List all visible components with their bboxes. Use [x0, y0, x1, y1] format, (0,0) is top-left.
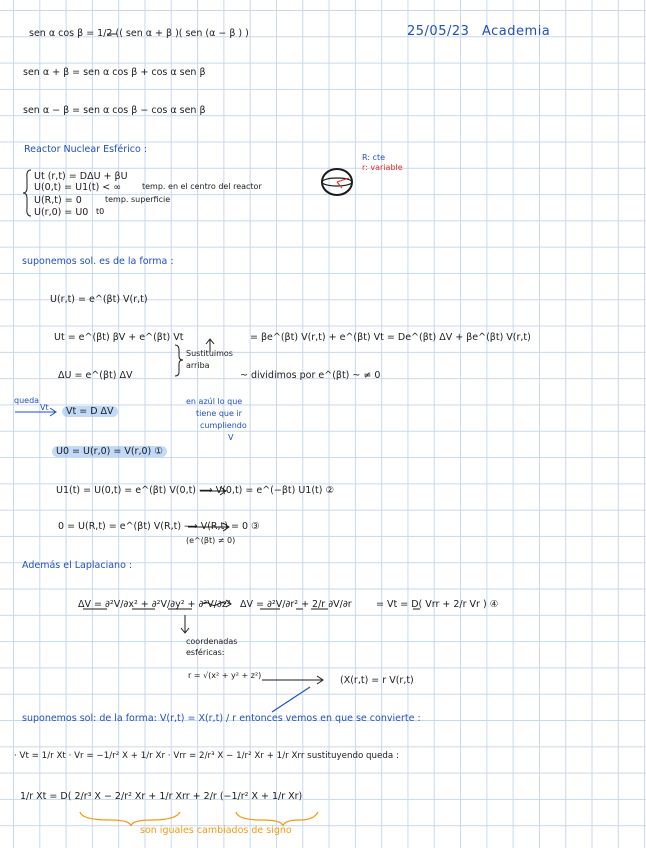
- solution-intro: suponemos sol. es de la forma :: [22, 256, 174, 267]
- key-equation: Vt = D ΔV: [62, 407, 118, 417]
- coords-note-1: coordenadas: [186, 637, 238, 646]
- identity-sum: sen α + β = sen α cos β + cos α sen β: [23, 67, 206, 78]
- laplacian-cartesian: ΔV = ∂²V/∂x² + ∂²V/∂y² + ∂²V/∂z²: [78, 599, 231, 610]
- orange-note: son iguales cambiados de signo: [140, 825, 292, 836]
- brace-note-1: Sustituimos: [186, 349, 233, 358]
- note-center-temp: temp. en el centro del reactor: [142, 182, 262, 191]
- condition-1: U0 = U(r,0) = V(r,0) ①: [52, 447, 167, 457]
- header-brand: Academia: [482, 24, 551, 39]
- condition-2: U1(t) = U(0,t) = e^(βt) V(0,t) ⟶ V(0,t) = e^(−βt) U1(t) ②: [56, 485, 335, 496]
- sphere-drawing: [322, 169, 352, 195]
- blue-note-4: V: [228, 433, 234, 442]
- solution-derivative: Ut = e^(βt) βV + e^(βt) Vt: [54, 332, 184, 343]
- coords-note-2: esféricas:: [186, 648, 225, 657]
- chi-definition: (X(r,t) = r V(r,t): [340, 675, 414, 686]
- divide-note: ~ dividimos por e^(βt) ~ ≠ 0: [240, 370, 381, 381]
- queda-label: queda: [14, 396, 40, 405]
- queda-sub: Vt: [40, 403, 49, 412]
- header-date: 25/05/23: [407, 24, 470, 39]
- note-surface-temp: temp. superficie: [105, 195, 171, 204]
- laplacian-spherical: ΔV = ∂²V/∂r² + 2/r ∂V/∂r: [240, 599, 352, 610]
- laplacian-title: Además el Laplaciano :: [22, 560, 133, 571]
- solution-rhs: = βe^(βt) V(r,t) + e^(βt) Vt = De^(βt) ΔV + βe^(βt) V(r,t): [250, 332, 531, 343]
- legend-r-var: r: variable: [362, 163, 403, 172]
- r-definition: r = √(x² + y² + z²): [188, 671, 262, 680]
- substitution-intro: suponemos sol: de la forma: V(r,t) = X(r,t) / r entonces vemos en que se convierte :: [22, 713, 421, 724]
- system-eq-3: U(R,t) = 0: [34, 195, 82, 206]
- condition-3-note: (e^(βt) ≠ 0): [186, 536, 236, 545]
- solution-form: U(r,t) = e^(βt) V(r,t): [50, 294, 148, 305]
- brace-note-2: arriba: [186, 361, 210, 370]
- laplacian-result: = Vt = D( Vrr + 2/r Vr ) ④: [376, 599, 499, 610]
- system-eq-2: U(0,t) = U1(t) < ∞: [34, 182, 122, 193]
- identity-diff: sen α − β = sen α cos β − cos α sen β: [23, 105, 206, 116]
- blue-note-1: en azúl lo que: [186, 397, 243, 406]
- blue-note-2: tiene que ir: [196, 409, 242, 418]
- blue-note-3: cumpliendo: [200, 421, 247, 430]
- solution-laplacian: ΔU = e^(βt) ΔV: [58, 370, 133, 381]
- condition-3: 0 = U(R,t) = e^(βt) V(R,t) ⟶ V(R,t) = 0 ③: [58, 521, 260, 532]
- system-eq-4: U(r,0) = U0: [34, 207, 89, 218]
- system-eq-1: Ut (r,t) = DΔU + βU: [34, 171, 128, 182]
- legend-r-cte: R: cte: [362, 153, 386, 162]
- identity-product: sen α cos β = 1/2 (( sen α + β )( sen (α − β ) ): [29, 28, 249, 39]
- note-t0: t0: [96, 207, 105, 216]
- substitution-final: 1/r Xt = D( 2/r³ X − 2/r² Xr + 1/r Xrr + 2/r (−1/r² X + 1/r Xr): [20, 791, 303, 802]
- substitution-derivs: · Vt = 1/r Xt · Vr = −1/r² X + 1/r Xr · Vrr = 2/r³ X − 1/r² Xr + 1/r Xrr sustituyendo queda :: [14, 751, 399, 761]
- reactor-title: Reactor Nuclear Esférico :: [24, 144, 148, 155]
